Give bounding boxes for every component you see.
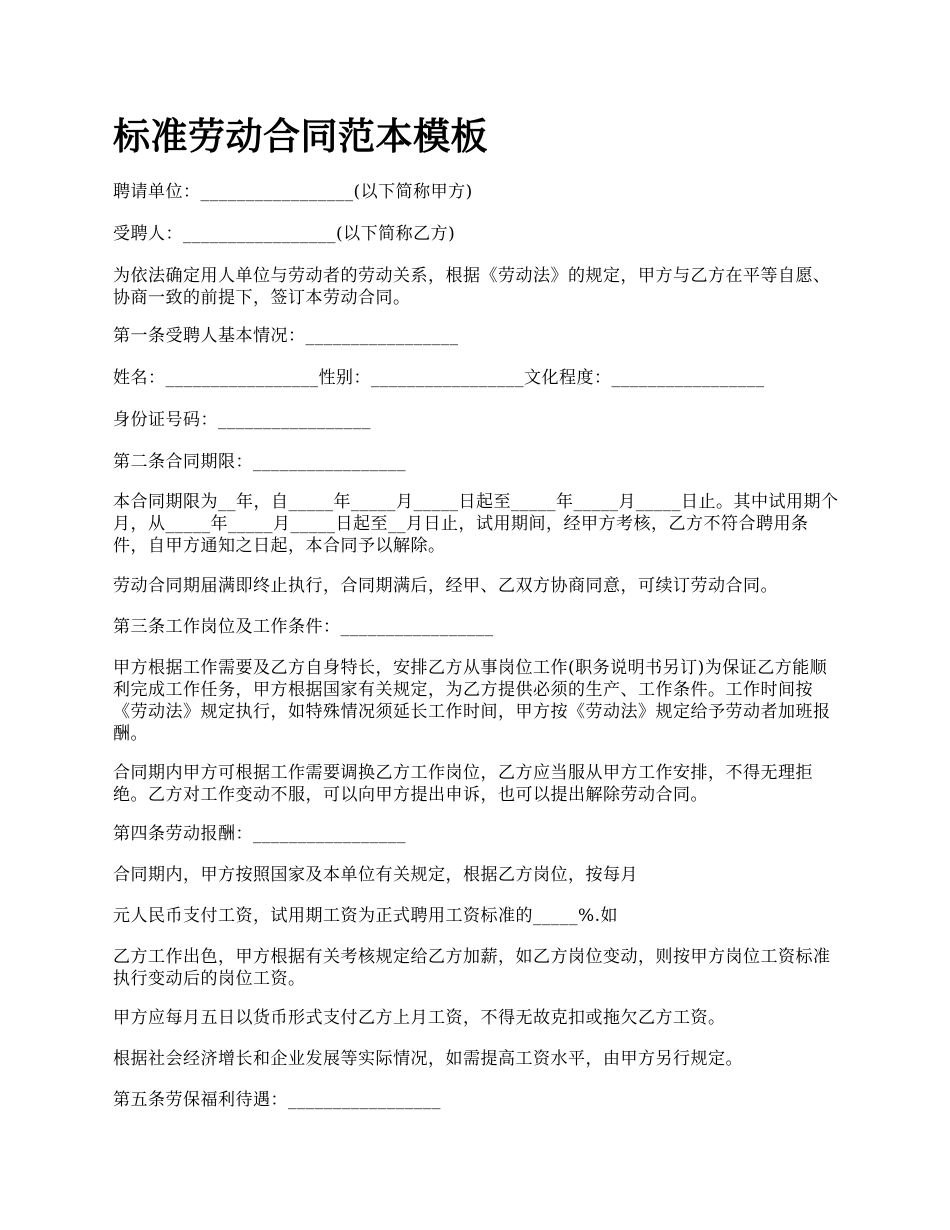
- salary-raise-paragraph: 乙方工作出色，甲方根据有关考核规定给乙方加薪，如乙方岗位变动，则按甲方岗位工资标准执行变动后的岗位工资。: [113, 947, 831, 989]
- job-transfer-paragraph: 合同期内甲方可根据工作需要调换乙方工作岗位，乙方应当服从甲方工作安排，不得无理拒绝。乙方对工作变动不服，可以向甲方提出申诉，也可以提出解除劳动合同。: [113, 763, 813, 805]
- salary-payment-paragraph: 甲方应每月五日以货币形式支付乙方上月工资，不得无故克扣或拖欠乙方工资。: [113, 1008, 726, 1028]
- contract-renewal-paragraph: 劳动合同期届满即终止执行，合同期满后，经甲、乙双方协商同意，可续订劳动合同。: [113, 576, 778, 596]
- id-number-line: 身份证号码：_________________: [113, 410, 371, 430]
- article-4-heading: 第四条劳动报酬：_________________: [113, 824, 406, 844]
- work-assignment-paragraph: 甲方根据工作需要及乙方自身特长，安排乙方从事岗位工作(职务说明书另订)为保证乙方能顺利完成工作任务，甲方根据国家有关规定，为乙方提供必须的生产、工作条件。工作时间按《劳动法》规定执行，如特殊情况须延长工作时间，甲方按《劳动法》规定给予劳动者加班报酬。: [113, 658, 831, 744]
- article-3-heading: 第三条工作岗位及工作条件：_________________: [113, 617, 494, 637]
- contract-term-paragraph: 本合同期限为__年，自_____年_____月_____日起至_____年_____月_____日止。其中试用期个月，从_____年_____月_____日起至__月日止，试用期间，经甲方考核，乙方不符合聘用条件，自甲方通知之日起，本合同予以解除。: [113, 492, 839, 556]
- document-title: 标准劳动合同范本模板: [113, 114, 488, 158]
- preamble-paragraph: 为依法确定用人单位与劳动者的劳动关系，根据《劳动法》的规定，甲方与乙方在平等自愿、协商一致的前提下，签订本劳动合同。: [113, 266, 831, 308]
- employer-line: 聘请单位：_________________(以下简称甲方): [113, 182, 473, 202]
- article-2-heading: 第二条合同期限：_________________: [113, 452, 406, 472]
- salary-paragraph-2: 元人民币支付工资，试用期工资为正式聘用工资标准的_____%.如: [113, 906, 619, 926]
- employee-line: 受聘人：_________________(以下简称乙方): [113, 224, 456, 244]
- salary-paragraph-1: 合同期内，甲方按照国家及本单位有关规定，根据乙方岗位，按每月: [113, 865, 638, 885]
- article-5-heading: 第五条劳保福利待遇：_________________: [113, 1090, 441, 1110]
- salary-increase-paragraph: 根据社会经济增长和企业发展等实际情况，如需提高工资水平，由甲方另行规定。: [113, 1049, 743, 1069]
- article-1-heading: 第一条受聘人基本情况：_________________: [113, 326, 459, 346]
- name-gender-education-line: 姓名：_________________性别：_________________文化程度：_________________: [113, 368, 765, 388]
